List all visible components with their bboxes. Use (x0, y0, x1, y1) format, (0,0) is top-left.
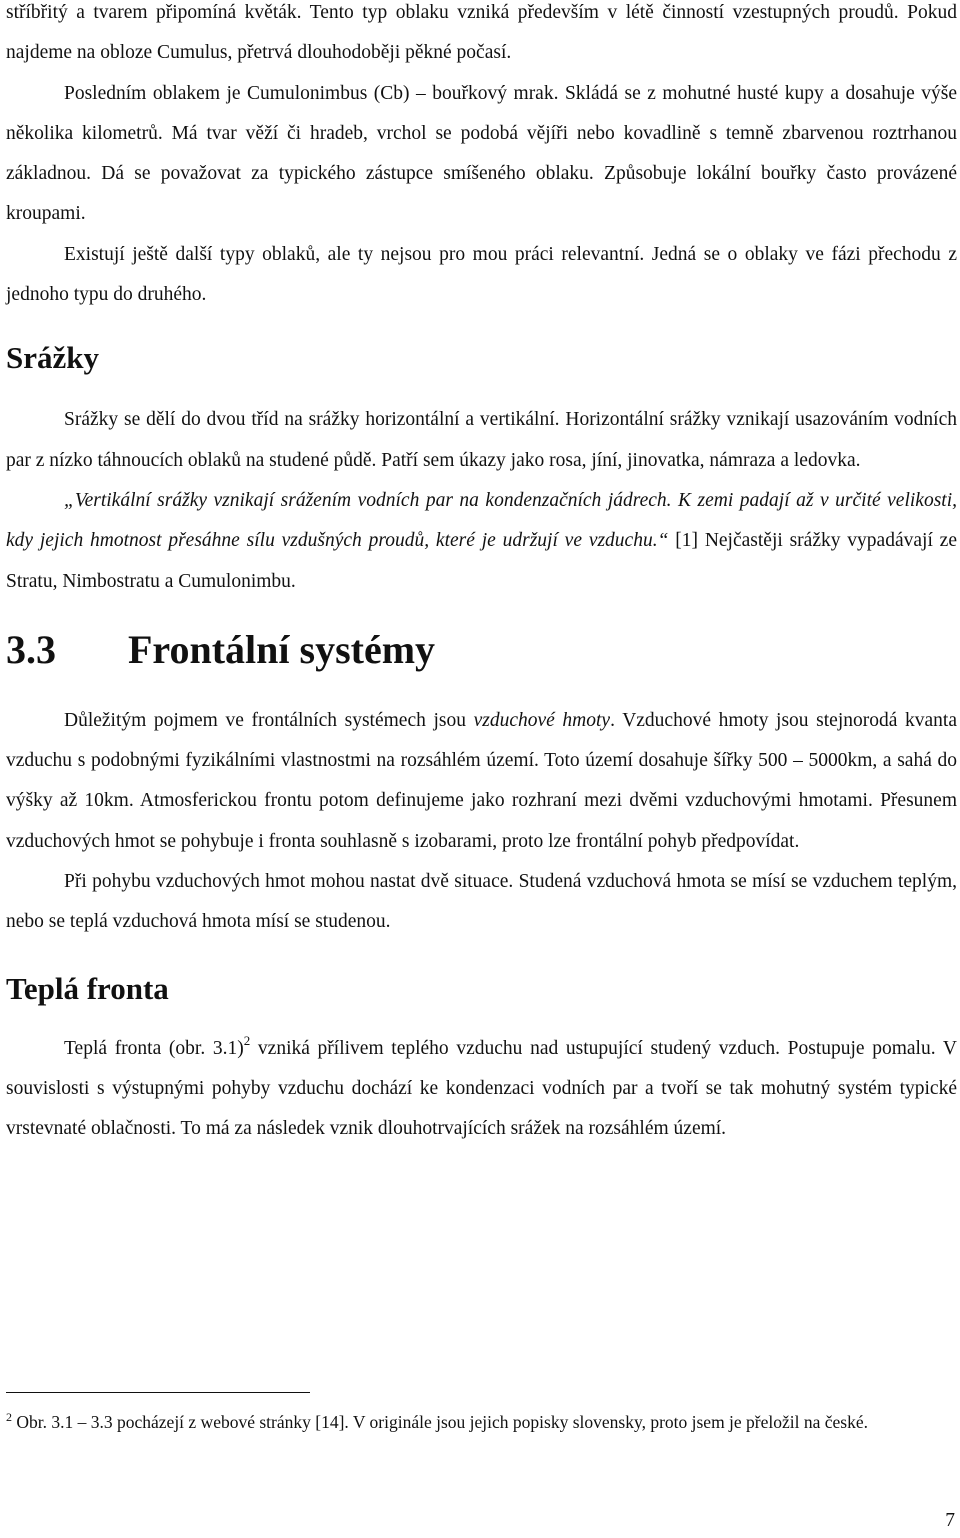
heading-frontal-systems (6, 626, 957, 672)
paragraph-two-situations: Při pohybu vzduchových hmot mohou nastat dvě situace. Studená vzduchová hmota se mísí se vzduchem teplým, nebo se teplá vzduchová hmota mísí se studenou. (6, 871, 957, 933)
term-air-masses: vzduchové hmoty (473, 709, 611, 731)
quote-vertical-precip: „Vertikální srážky vznikají srážením vodních par na kondenzačních jádrech. K zemi padají až v určité velikosti, kdy jejich hmotnost přesáhne sílu vzdušných proudů, které je udržují ve vzduchu.“ (6, 489, 957, 552)
paragraph-warm-front-rest: vzniká přílivem teplého vzduchu nad ustupující studený vzduch. Postupuje pomalu. V souvislosti s výstupnými pohyby vzduchu dochází ke kondenzaci vodních par a tvoří se tak mohutný systém typické vrstevnaté oblačnosti. To má za následek vznik dlouhotrvajících srážek na rozsáhlém území. (6, 1037, 957, 1140)
page-number: 7 (945, 1510, 955, 1531)
paragraph-vertical-precip-rest: [1] Nejčastěji srážky vypadávají ze Stratu, Nimbostratu a Cumulonimbu. (6, 530, 957, 592)
paragraph-cumulus-end: stříbřitý a tvarem připomíná květák. Tento typ oblaku vzniká především v létě činností vzestupných proudů. Pokud najdeme na obloze Cumulus, přetrvá dlouhodoběji pěkné počasí. (6, 2, 957, 64)
footnote-separator (6, 1392, 310, 1393)
footnote-mark: 2 (6, 1410, 12, 1424)
paragraph-warm-front-lead: Teplá fronta (obr. 3.1) (64, 1037, 244, 1059)
paragraph-air-masses (6, 701, 957, 862)
paragraph-other-clouds: Existují ještě další typy oblaků, ale ty nejsou pro mou práci relevantní. Jedná se o oblaky ve fázi přechodu z jednoho typu do druhého. (6, 243, 957, 306)
section-title: Frontální systémy (128, 626, 436, 672)
footnote-text: Obr. 3.1 – 3.3 pocházejí z webové stránky [14]. V originále jsou jejich popisky slovensky, proto jsem je přeložil na české. (12, 1412, 869, 1432)
section-number: 3.3 (6, 626, 56, 672)
page-body (6, 0, 957, 1150)
heading-srazky: Srážky (6, 340, 99, 376)
paragraph-warm-front (6, 1029, 957, 1150)
paragraph-cumulonimbus: Posledním oblakem je Cumulonimbus (Cb) – bouřkový mrak. Skládá se z mohutné husté kupy a dosahuje výše několika kilometrů. Má tvar věží či hradeb, vrchol se podobá vějíři nebo kovadlině s temně zbarvenou roztrhanou základnou. Dá se považovat za typického zástupce smíšeného oblaku. Způsobuje lokální bouřky často provázené kroupami. (6, 82, 957, 225)
paragraph-air-masses-rest: . Vzduchové hmoty jsou stejnorodá kvanta vzduchu s podobnými fyzikálními vlastnostmi na rozsáhlém území. Toto území dosahuje šířky 500 – 5000km, a sahá do výšky až 10km. Atmosferickou frontu potom definujeme jako rozhraní mezi dvěmi vzduchovými hmotami. Přesunem vzduchových hmot se pohybuje i fronta souhlasně s izobarami, proto lze frontální pohyb předpovídat. (6, 709, 957, 852)
paragraph-vertical-precip (6, 481, 957, 602)
footnote-reference[interactable]: 2 (243, 1032, 251, 1048)
heading-warm-front: Teplá fronta (6, 970, 169, 1006)
paragraph-air-masses-lead: Důležitým pojmem ve frontálních systémech jsou (64, 709, 474, 731)
paragraph-srazky-types: Srážky se dělí do dvou tříd na srážky horizontální a vertikální. Horizontální srážky vznikají usazováním vodních par z nízko táhnoucích oblaků na studené půdě. Patří sem úkazy jako rosa, jíní, jinovatka, námraza a ledovka. (6, 409, 957, 471)
footnote (6, 1404, 957, 1440)
